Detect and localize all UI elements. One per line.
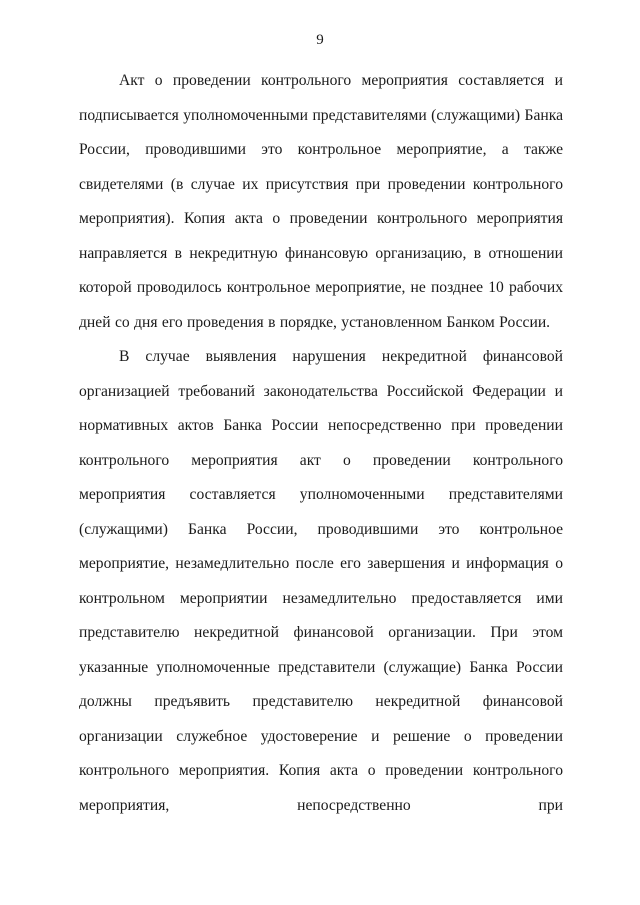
body-text xyxy=(79,64,563,823)
paragraph-violation-case: В случае выявления нарушения некредитной финансовой организацией требований законодательства Российской Федерации и нормативных актов Банка России непосредственно при проведении контрольного мероприятия акт о проведении контрольного мероприятия составляется уполномоченными представителями (служащими) Банка России, проводившими это контрольное мероприятие, незамедлительно после его завершения и информация о контрольном мероприятии незамедлительно предоставляется ими представителю некредитной финансовой организации. При этом указанные уполномоченные представители (служащие) Банка России должны предъявить представителю некредитной финансовой организации служебное удостоверение и решение о проведении контрольного мероприятия. Копия акта о проведении контрольного мероприятия, непосредственно при xyxy=(79,348,563,814)
paragraph-act-signing: Акт о проведении контрольного мероприятия составляется и подписывается уполномоченными представителями (служащими) Банка России, проводившими это контрольное мероприятие, а также свидетелями (в случае их присутствия при проведении контрольного мероприятия). Копия акта о проведении контрольного мероприятия направляется в некредитную финансовую организацию, в отношении которой проводилось контрольное мероприятие, не позднее 10 рабочих дней со дня его проведения в порядке, установленном Банком России. xyxy=(79,72,563,331)
page-number: 9 xyxy=(316,32,324,48)
